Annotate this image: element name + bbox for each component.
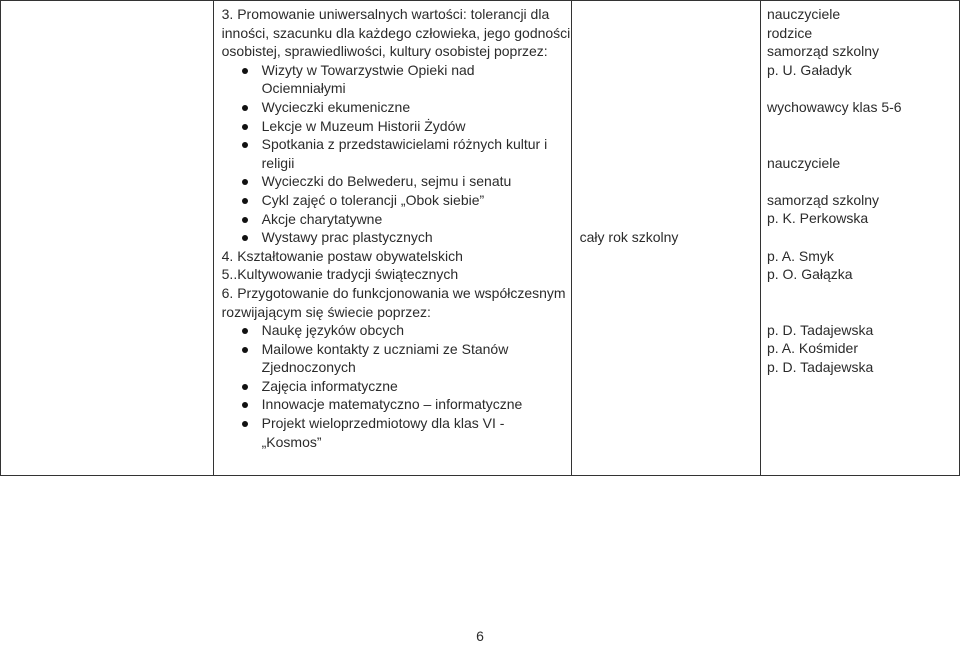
- term-cell: [571, 1, 760, 476]
- bullet-list-6: [222, 321, 571, 451]
- list-item: Naukę języków obcych: [222, 321, 571, 340]
- bullet-icon: [242, 328, 248, 334]
- responsible-text: p. D. Tadajewska: [766, 321, 874, 338]
- bullet-icon: [242, 68, 248, 74]
- bullet-icon: [242, 105, 248, 111]
- bullet-icon: [242, 347, 248, 353]
- page-number: 6: [476, 628, 484, 644]
- list-item: Mailowe kontakty z uczniami ze Stanów Zjednoczonych: [222, 340, 571, 377]
- item-5: 5..Kultywowanie tradycji świątecznych: [221, 266, 459, 283]
- responsible-text: p. D. Tadajewska: [766, 358, 874, 375]
- item-3-line: 3. Promowanie uniwersalnych wartości: tolerancji dla: [221, 6, 550, 22]
- bullet-icon: [242, 235, 248, 241]
- tasks-cell: [213, 1, 571, 476]
- table-row: [1, 1, 960, 476]
- item-3-line: osobistej, sprawiedliwości, kultury osobistej poprzez:: [221, 43, 548, 60]
- item-6-line: rozwijającym się świecie poprzez:: [221, 303, 431, 320]
- responsible-text: p. U. Gaładyk: [766, 61, 852, 78]
- bullet-icon: [242, 402, 248, 408]
- bullet-icon: [242, 217, 248, 223]
- list-item: Lekcje w Muzeum Historii Żydów: [222, 117, 571, 136]
- list-item: Wizyty w Towarzystwie Opieki nad Ociemniałymi: [222, 61, 571, 98]
- responsible-text: p. A. Smyk: [766, 247, 834, 264]
- list-item: Akcje charytatywne: [222, 210, 571, 229]
- list-item: Wycieczki do Belwederu, sejmu i senatu: [222, 172, 571, 191]
- list-item: Wystawy prac plastycznych: [222, 228, 571, 247]
- list-item: Projekt wieloprzedmiotowy dla klas VI - „Kosmos”: [222, 414, 571, 451]
- bullet-icon: [242, 142, 248, 148]
- item-4: 4. Kształtowanie postaw obywatelskich: [221, 247, 463, 264]
- responsible-text: p. K. Perkowska: [766, 210, 869, 227]
- responsible-cell: [760, 1, 959, 476]
- item-6-line: 6. Przygotowanie do funkcjonowania we współczesnym: [221, 284, 566, 301]
- bullet-icon: [242, 421, 248, 427]
- list-item: Spotkania z przedstawicielami różnych kultur i religii: [222, 135, 571, 172]
- responsible-text: p. A. Kośmider: [766, 340, 859, 357]
- term-text: cały rok szkolny: [579, 229, 679, 245]
- responsible-text: nauczyciele: [766, 154, 841, 171]
- list-item: Wycieczki ekumeniczne: [222, 98, 571, 117]
- responsible-text: rodzice: [766, 24, 813, 41]
- responsible-text: samorząd szkolny: [766, 43, 880, 60]
- list-item: Innowacje matematyczno – informatyczne: [222, 395, 571, 414]
- responsible-text: wychowawcy klas 5-6: [766, 98, 902, 115]
- bullet-icon: [242, 198, 248, 204]
- bullet-list-3: [222, 61, 571, 247]
- responsible-text: p. O. Gałązka: [766, 266, 853, 283]
- responsible-text: samorząd szkolny: [766, 191, 880, 208]
- bullet-icon: [242, 384, 248, 390]
- responsible-text: nauczyciele: [766, 6, 841, 22]
- list-item: Cykl zajęć o tolerancji „Obok siebie”: [222, 191, 571, 210]
- bullet-icon: [242, 124, 248, 130]
- list-item: Zajęcia informatyczne: [222, 377, 571, 396]
- empty-cell: [1, 1, 214, 476]
- bullet-icon: [242, 179, 248, 185]
- item-3-line: inności, szacunku dla każdego człowieka, jego godności: [221, 24, 571, 41]
